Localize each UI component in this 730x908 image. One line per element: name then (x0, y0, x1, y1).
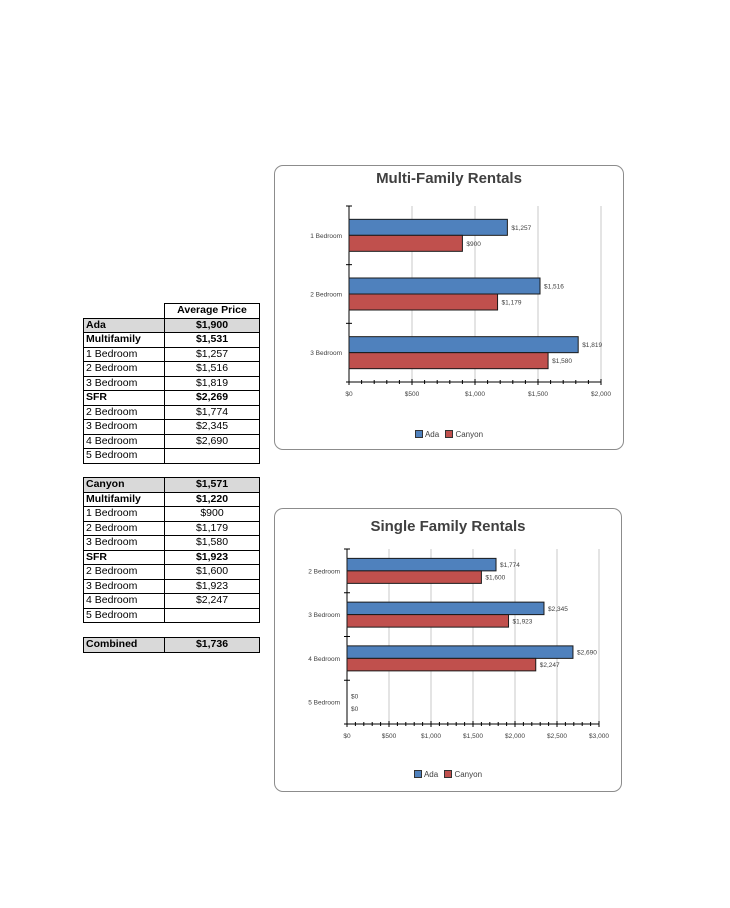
bar-canyon (349, 294, 498, 310)
data-label: $1,819 (582, 342, 603, 350)
bar-canyon (349, 353, 548, 369)
y-tick-label: 1 Bedroom (310, 232, 342, 240)
row-value: $1,600 (165, 565, 260, 580)
row-label: 2 Bedroom (84, 362, 165, 377)
row-value: $2,345 (165, 420, 260, 435)
row-value: $1,774 (165, 405, 260, 420)
legend-swatch (445, 430, 453, 438)
ada-price-table (83, 303, 260, 464)
legend-item-canyon: Canyon (445, 430, 483, 439)
combined-label: Combined (84, 638, 165, 653)
row-value: $1,923 (165, 550, 260, 565)
legend-swatch (444, 770, 452, 778)
x-tick-label: $3,000 (589, 733, 609, 740)
row-value: $1,179 (165, 521, 260, 536)
table-row (84, 507, 260, 522)
data-label: $2,690 (576, 649, 597, 657)
row-label: 4 Bedroom (84, 594, 165, 609)
row-label: 3 Bedroom (84, 579, 165, 594)
row-label: 3 Bedroom (84, 376, 165, 391)
subtotal-row (84, 550, 260, 565)
single-family-chart-plot (275, 509, 621, 791)
row-value: $1,923 (165, 579, 260, 594)
x-tick-label: $2,000 (505, 733, 525, 740)
y-tick-label: 3 Bedroom (308, 612, 340, 620)
row-value: $1,531 (165, 333, 260, 348)
data-label: $0 (351, 693, 359, 701)
row-value: $2,247 (165, 594, 260, 609)
legend-item-ada: Ada (414, 770, 438, 779)
table-row (84, 420, 260, 435)
data-label: $900 (466, 240, 481, 248)
row-value: $1,580 (165, 536, 260, 551)
table-row (84, 405, 260, 420)
bar-ada (347, 646, 573, 659)
chart-legend (275, 430, 623, 439)
combined-table (83, 637, 260, 653)
region-total: $1,900 (165, 318, 260, 333)
bar-ada (349, 278, 540, 294)
table-row (84, 594, 260, 609)
y-tick-label: 2 Bedroom (308, 568, 340, 576)
data-label: $1,923 (512, 618, 533, 626)
bar-ada (349, 219, 507, 235)
bar-canyon (347, 658, 536, 671)
y-tick-label: 4 Bedroom (308, 655, 340, 663)
data-label: $2,247 (539, 662, 560, 670)
bar-canyon (349, 235, 462, 251)
table-row (84, 362, 260, 377)
x-tick-label: $1,500 (463, 733, 483, 740)
chart-legend (275, 770, 621, 779)
subtotal-row (84, 492, 260, 507)
legend-item-ada: Ada (415, 430, 439, 439)
row-value: $1,257 (165, 347, 260, 362)
data-label: $2,345 (547, 605, 568, 613)
data-label: $1,774 (500, 562, 520, 570)
region-label: Ada (84, 318, 165, 333)
legend-item-canyon: Canyon (444, 770, 482, 779)
row-label: 1 Bedroom (84, 507, 165, 522)
row-label: SFR (84, 550, 165, 565)
multi-family-chart-plot (275, 166, 623, 449)
table-row (84, 434, 260, 449)
multi-family-chart (274, 165, 624, 450)
x-tick-label: $1,500 (528, 391, 548, 398)
chart-title: Multi-Family Rentals (376, 170, 522, 187)
row-label: 2 Bedroom (84, 565, 165, 580)
row-value: $1,220 (165, 492, 260, 507)
row-value (165, 449, 260, 464)
subtotal-row (84, 391, 260, 406)
combined-row (84, 638, 260, 653)
row-label: 3 Bedroom (84, 536, 165, 551)
x-tick-label: $500 (381, 733, 397, 740)
subtotal-row (84, 333, 260, 348)
data-label: $1,179 (501, 299, 522, 307)
data-label: $1,516 (544, 283, 564, 291)
x-tick-label: $2,000 (591, 391, 611, 398)
table-header-row (84, 304, 260, 319)
table-row (84, 579, 260, 594)
data-label: $0 (351, 705, 359, 713)
table-row (84, 521, 260, 536)
region-total: $1,571 (165, 478, 260, 493)
row-label: 3 Bedroom (84, 420, 165, 435)
combined-value: $1,736 (165, 638, 260, 653)
x-tick-label: $0 (345, 391, 353, 398)
row-label: Multifamily (84, 333, 165, 348)
y-tick-label: 5 Bedroom (308, 699, 340, 707)
region-label: Canyon (84, 478, 165, 493)
row-value: $2,690 (165, 434, 260, 449)
x-tick-label: $0 (343, 733, 351, 740)
row-label: 5 Bedroom (84, 608, 165, 623)
table-row (84, 376, 260, 391)
x-tick-label: $1,000 (465, 391, 485, 398)
row-value: $1,819 (165, 376, 260, 391)
row-value: $1,516 (165, 362, 260, 377)
x-tick-label: $2,500 (547, 733, 567, 740)
data-label: $1,600 (485, 574, 506, 582)
bar-ada (347, 558, 496, 571)
row-value (165, 608, 260, 623)
region-row-canyon (84, 478, 260, 493)
bar-ada (349, 337, 578, 353)
row-label: 2 Bedroom (84, 405, 165, 420)
bar-canyon (347, 615, 509, 628)
x-tick-label: $500 (404, 391, 420, 398)
chart-title: Single Family Rentals (370, 518, 526, 535)
row-label: 5 Bedroom (84, 449, 165, 464)
y-tick-label: 2 Bedroom (310, 291, 342, 299)
table-row (84, 347, 260, 362)
table-row (84, 449, 260, 464)
single-family-chart (274, 508, 622, 792)
row-label: 4 Bedroom (84, 434, 165, 449)
x-tick-label: $1,000 (421, 733, 441, 740)
table-row (84, 565, 260, 580)
region-row-ada (84, 318, 260, 333)
average-price-header: Average Price (165, 304, 260, 319)
legend-swatch (415, 430, 423, 438)
bar-ada (347, 602, 544, 615)
row-label: SFR (84, 391, 165, 406)
row-label: 1 Bedroom (84, 347, 165, 362)
table-row (84, 608, 260, 623)
row-label: 2 Bedroom (84, 521, 165, 536)
legend-swatch (414, 770, 422, 778)
data-label: $1,580 (552, 358, 572, 366)
row-label: Multifamily (84, 492, 165, 507)
row-value: $2,269 (165, 391, 260, 406)
y-tick-label: 3 Bedroom (310, 350, 342, 358)
table-row (84, 536, 260, 551)
row-value: $900 (165, 507, 260, 522)
bar-canyon (347, 571, 481, 584)
data-label: $1,257 (511, 224, 532, 232)
canyon-price-table (83, 477, 260, 623)
